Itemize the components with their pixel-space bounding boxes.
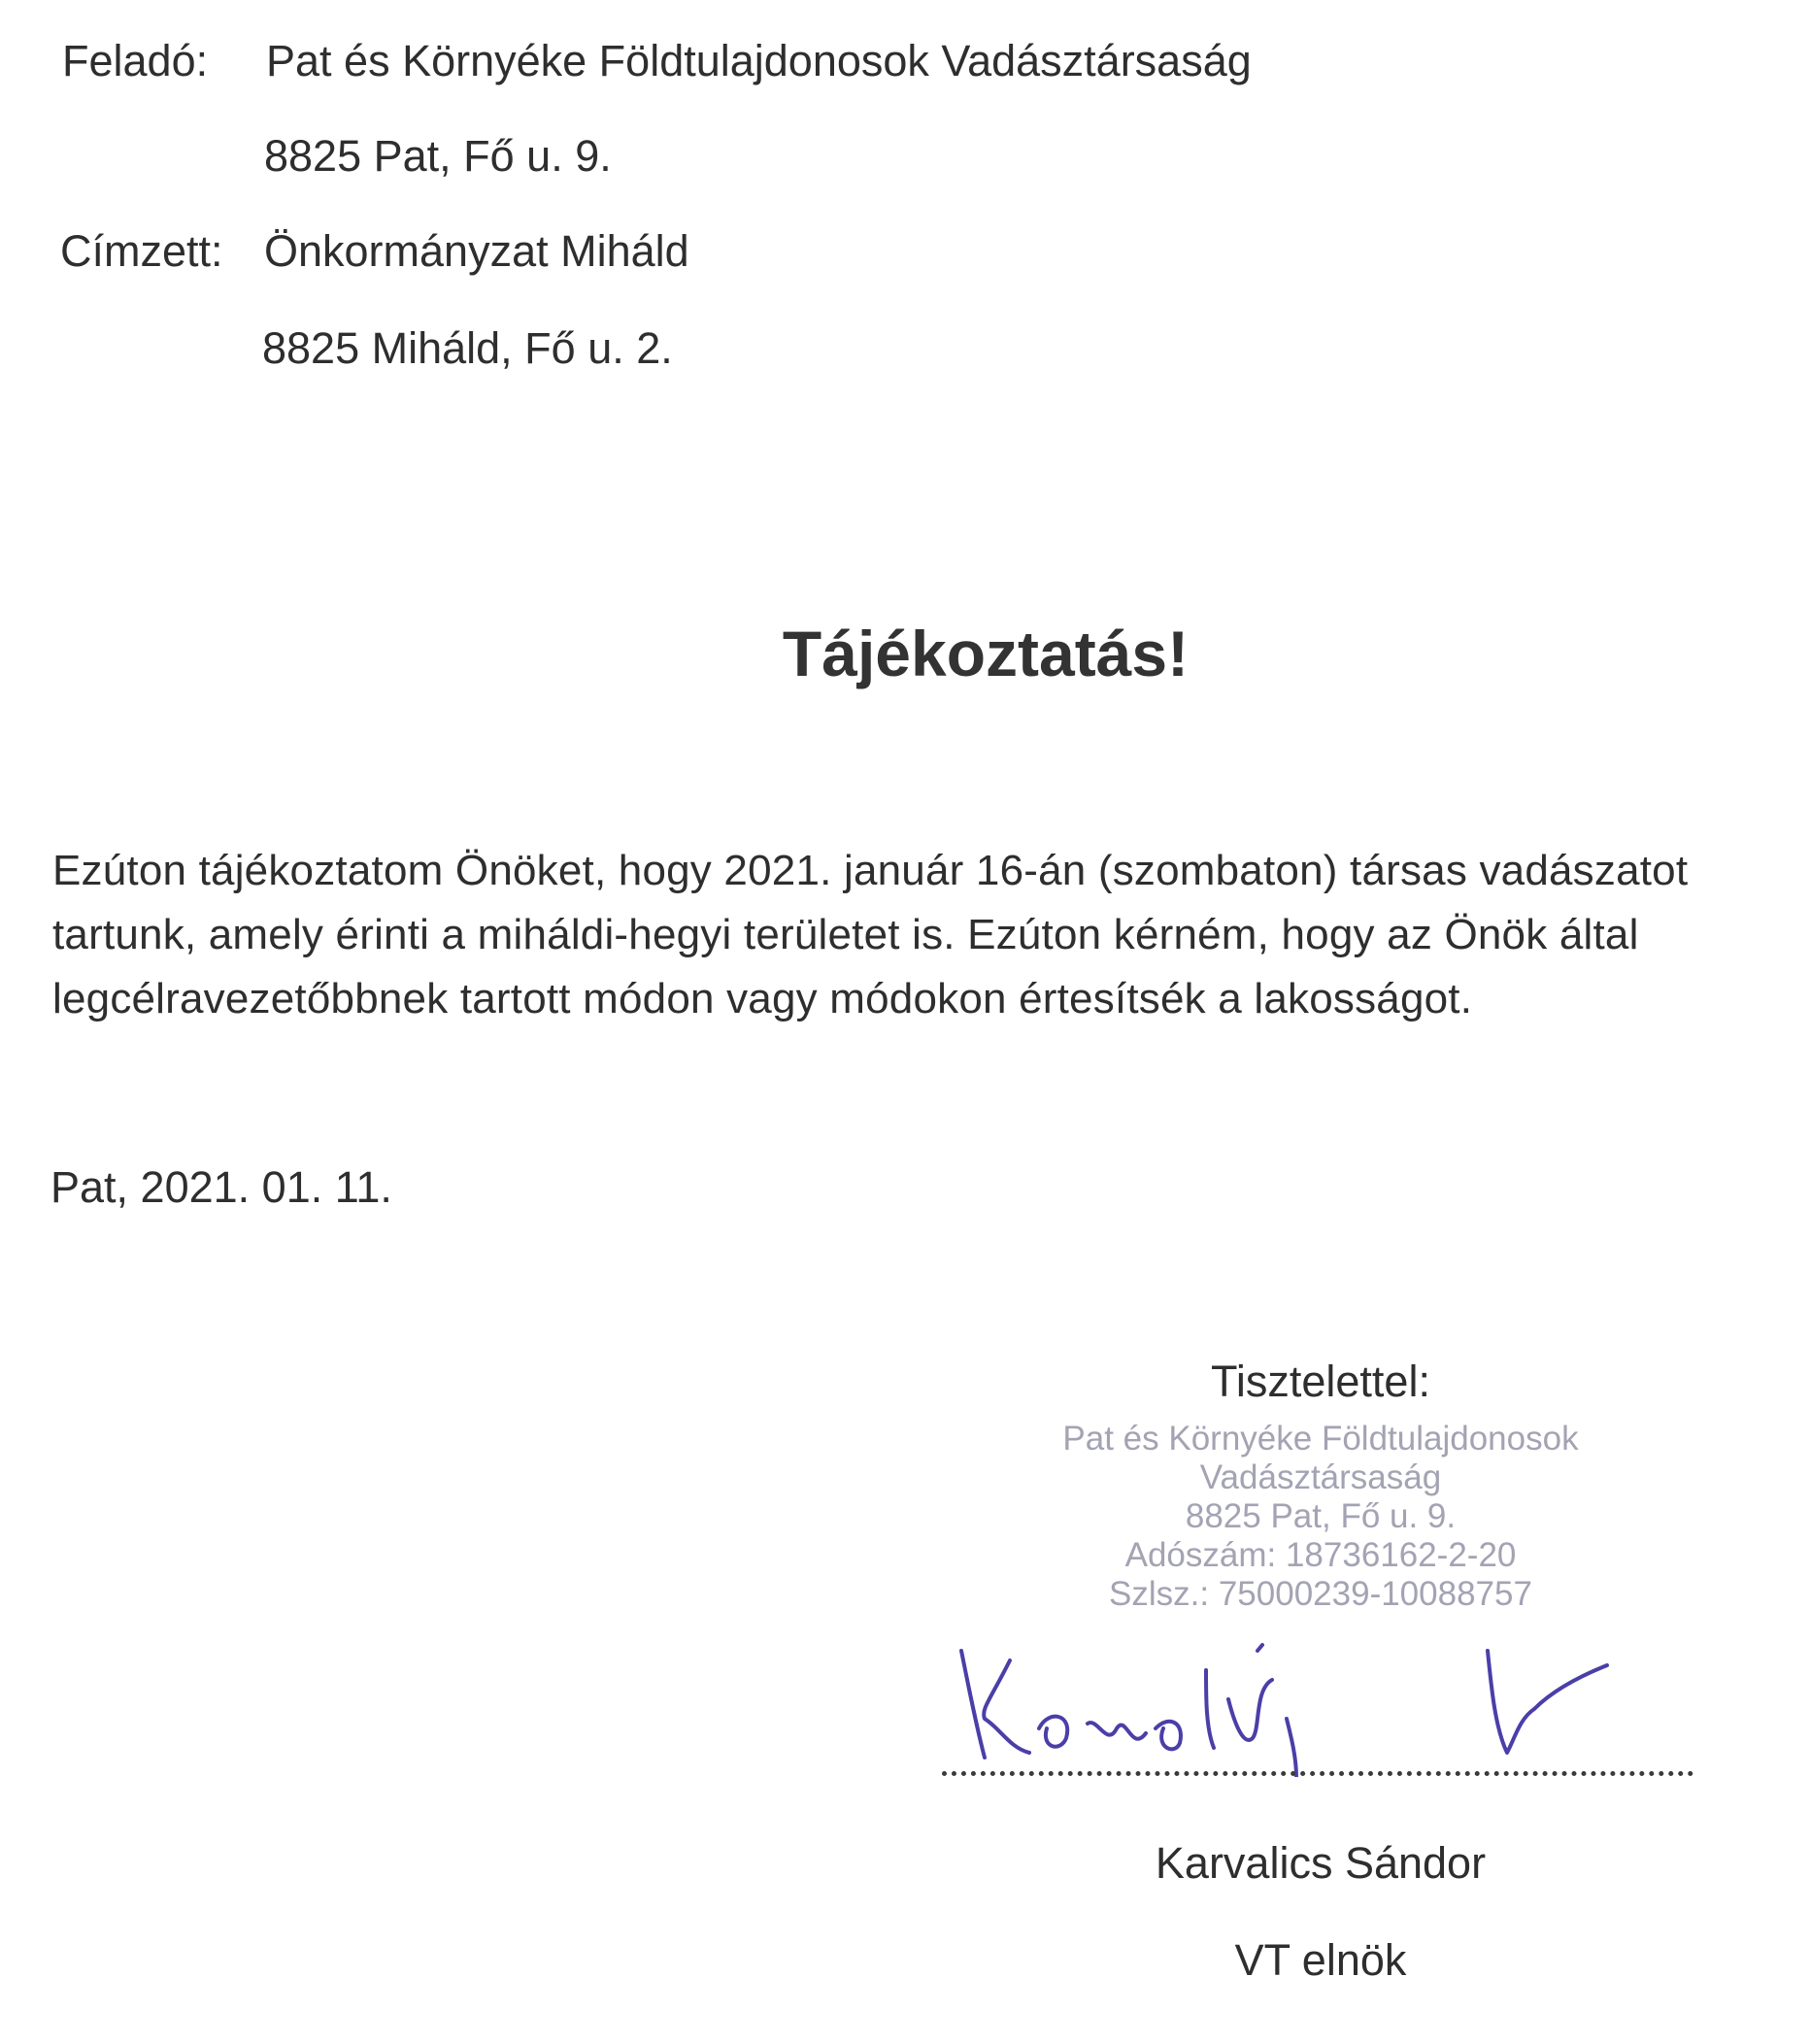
stamp-line-account: Szlsz.: 75000239-10088757 — [1109, 1575, 1532, 1613]
sender-name: Pat és Környéke Földtulajdonosok Vadásztársaság — [266, 36, 1252, 85]
recipient-address: 8825 Miháld, Fő u. 2. — [262, 323, 673, 373]
place-date: Pat, 2021. 01. 11. — [50, 1162, 392, 1212]
stamp-line-org: Pat és Környéke Földtulajdonosok — [1062, 1420, 1579, 1458]
sender-label: Feladó: — [62, 36, 209, 85]
signer-title: VT elnök — [1234, 1935, 1407, 1985]
stamp-line-address: 8825 Pat, Fő u. 9. — [1185, 1497, 1457, 1535]
recipient-label: Címzett: — [60, 226, 223, 276]
closing-greeting: Tisztelettel: — [1211, 1357, 1430, 1406]
stamp-line-tax: Adószám: 18736162-2-20 — [1124, 1536, 1517, 1574]
organization-stamp — [981, 1420, 1660, 1614]
stamp-line-org-2: Vadásztársaság — [1199, 1458, 1442, 1496]
document-title: Tájékoztatás! — [782, 618, 1190, 689]
signer-name: Karvalics Sándor — [1155, 1838, 1487, 1888]
body-line-1: Ezúton tájékoztatom Önöket, hogy 2021. január 16-án (szombaton) társas vadászatot — [52, 847, 1689, 894]
signature-line — [942, 1771, 1693, 1776]
body-line-3: legcélravezetőbbnek tartott módon vagy módokon értesítsék a lakosságot. — [52, 975, 1473, 1022]
body-paragraph — [52, 839, 1761, 1031]
recipient-name: Önkormányzat Miháld — [264, 226, 689, 276]
body-line-2: tartunk, amely érinti a miháldi-hegyi területet is. Ezúton kérném, hogy az Önök által — [52, 911, 1639, 958]
sender-address: 8825 Pat, Fő u. 9. — [264, 131, 612, 181]
handwritten-signature — [952, 1631, 1631, 1777]
